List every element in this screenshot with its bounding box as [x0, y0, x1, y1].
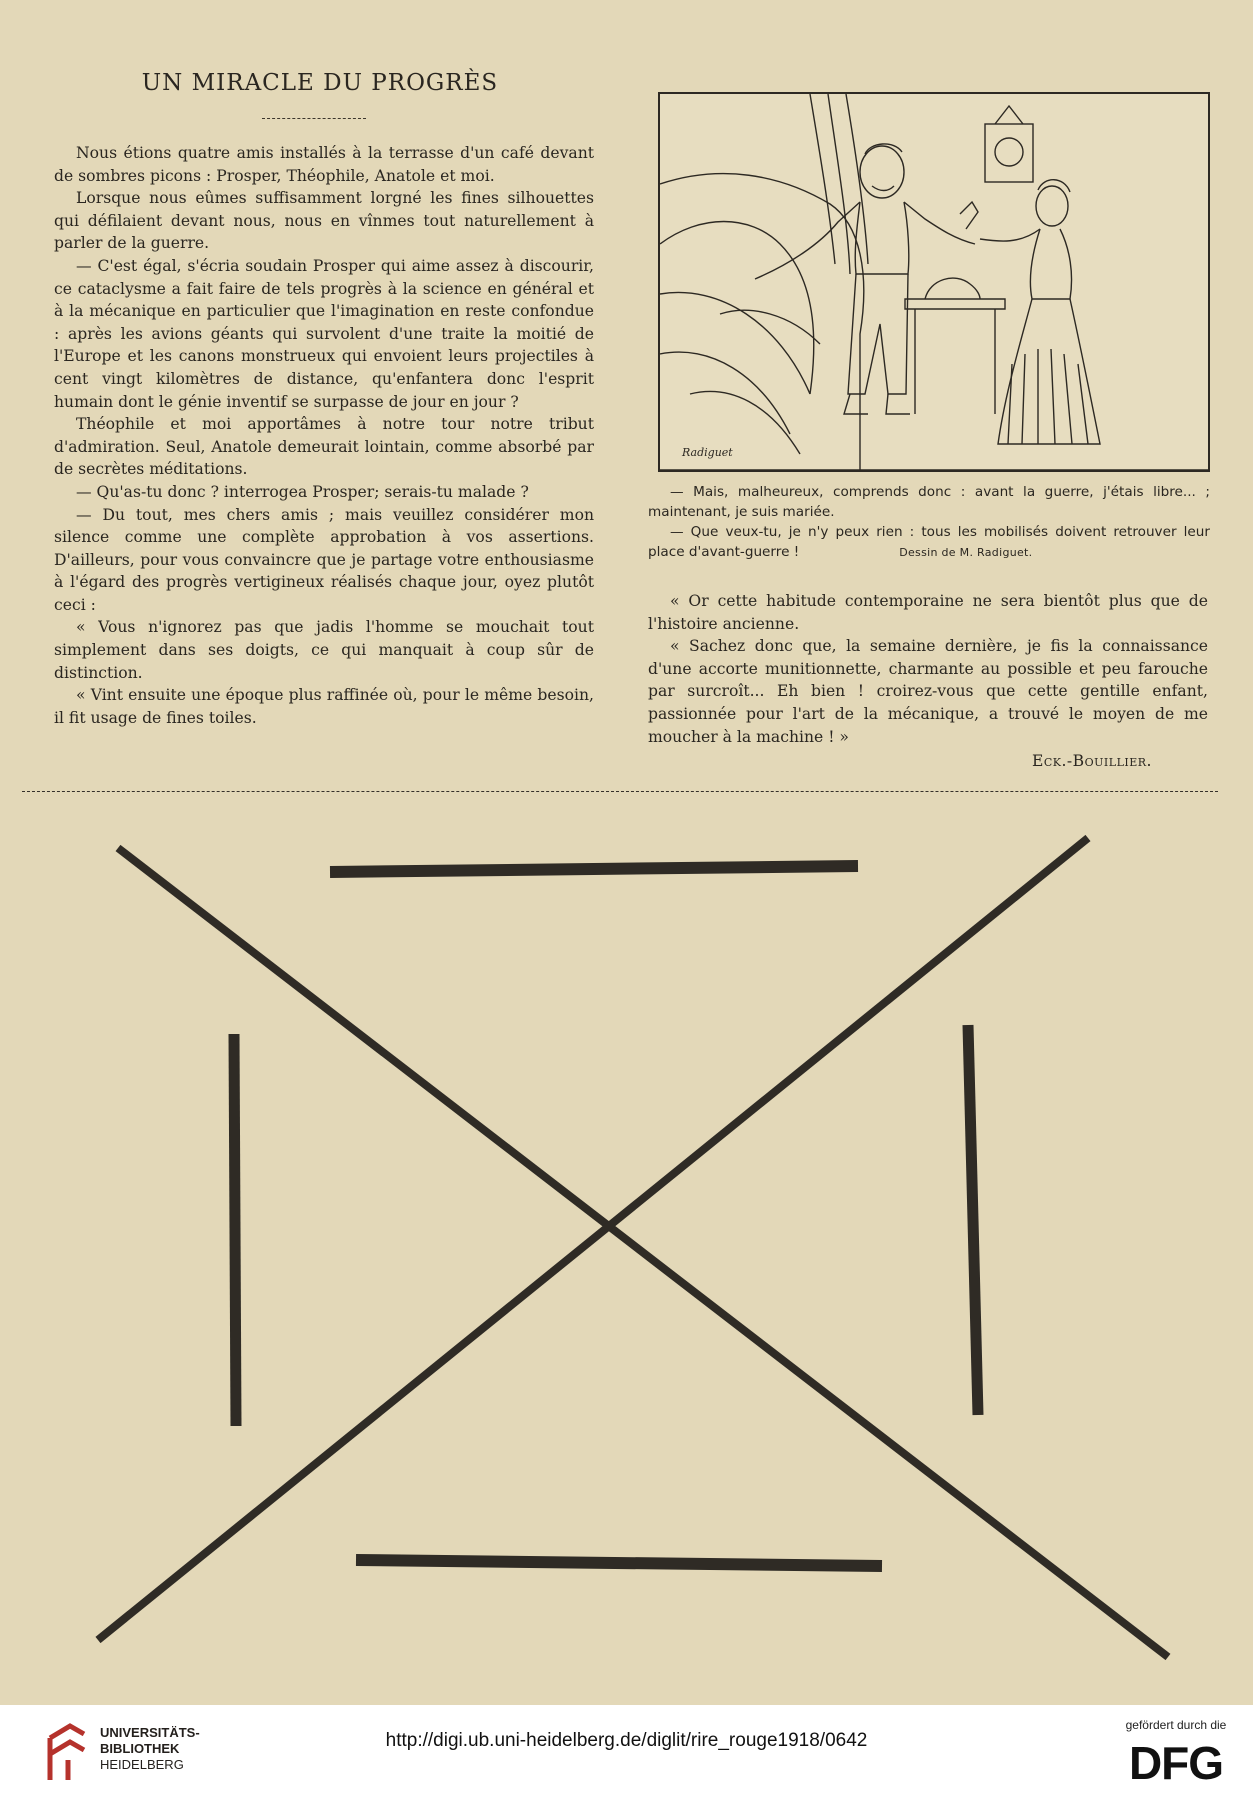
diagonal-stroke-down: [118, 848, 1168, 1657]
illustration-credit: Dessin de M. Radiguet.: [899, 546, 1033, 559]
diagonal-stroke-up: [98, 838, 1088, 1640]
paragraph: Lorsque nous eûmes suffisamment lorgné les fines silhouettes qui défilaient devant nous, nous en vînmes tout naturellement à parler de la guerre.: [54, 189, 594, 253]
top-bar: [330, 866, 858, 872]
paragraph: « Sachez donc que, la semaine dernière, je fis la connaissance d'une accorte munitionnette, charmante au possible et peu farouche par surcroît... Eh bien ! croirez-vous que cette gentille enfant, passionnée pour l'art de la mécanique, a trouvé le moyen de me moucher à la machine ! »: [648, 637, 1208, 746]
library-line: BIBLIOTHEK: [100, 1741, 180, 1756]
funder-logo: DFG: [1128, 1737, 1224, 1789]
paragraph: « Vint ensuite une époque plus raffinée où, pour le même besoin, il fit usage de fines toiles.: [54, 686, 594, 727]
author-signature: Eck.-Bouillier.: [1031, 752, 1152, 770]
right-bar: [968, 1025, 978, 1415]
library-line: HEIDELBERG: [100, 1757, 184, 1772]
paragraph: — Du tout, mes chers amis ; mais veuillez considérer mon silence comme une complète approbation à vos assertions. D'ailleurs, pour vous convaincre que je partage votre enthousiasme à l'égard des progrès vertigineux réalisés chaque jour, oyez plutôt ceci :: [54, 505, 594, 614]
paragraph: Nous étions quatre amis installés à la terrasse d'un café devant de sombres picons : Prosper, Théophile, Anatole et moi.: [54, 144, 594, 185]
article-title: UN MIRACLE DU PROGRÈS: [141, 70, 499, 96]
left-bar: [234, 1034, 236, 1426]
paragraph: — Qu'as-tu donc ? interrogea Prosper; serais-tu malade ?: [76, 482, 529, 501]
library-line: UNIVERSITÄTS-: [100, 1725, 200, 1740]
illustration-signature: Radiguet: [682, 446, 733, 459]
paragraph: Théophile et moi apportâmes à notre tour notre tribut d'admiration. Seul, Anatole demeurait lointain, comme absorbé par de secrètes méditations.: [54, 415, 594, 479]
permalink-url[interactable]: http://digi.ub.uni-heidelberg.de/diglit/rire_rouge1918/0642: [385, 1730, 868, 1751]
bottom-bar: [356, 1560, 882, 1566]
paragraph: « Vous n'ignorez pas que jadis l'homme se mouchait tout simplement dans ses doigts, ce qui manquait à coup sûr de distinction.: [54, 618, 594, 682]
paragraph: — C'est égal, s'écria soudain Prosper qui aime assez à discourir, ce cataclysme a fait faire de tels progrès à la science en général et à la mécanique en particulier que l'imagination en reste confondue : après les avions géants qui survolent d'une traite la moitié de l'Europe et les canons monstrueux qui envoient leurs projectiles à cent vingt kilomètres de distance, qu'enfantera donc l'esprit humain dont le génie inventif se surpasse de jour en jour ?: [54, 256, 594, 411]
funding-label: gefördert durch die: [1125, 1718, 1227, 1732]
paragraph: « Or cette habitude contemporaine ne sera bientôt plus que de l'histoire ancienne.: [648, 592, 1208, 633]
caption-line: — Mais, malheureux, comprends donc : avant la guerre, j'étais libre... ; maintenant, je suis mariée.: [648, 484, 1210, 520]
caption-line-text: — Que veux-tu, je n'y peux rien : tous les mobilisés doivent retrouver leur place d'avant-guerre !: [648, 524, 1210, 560]
